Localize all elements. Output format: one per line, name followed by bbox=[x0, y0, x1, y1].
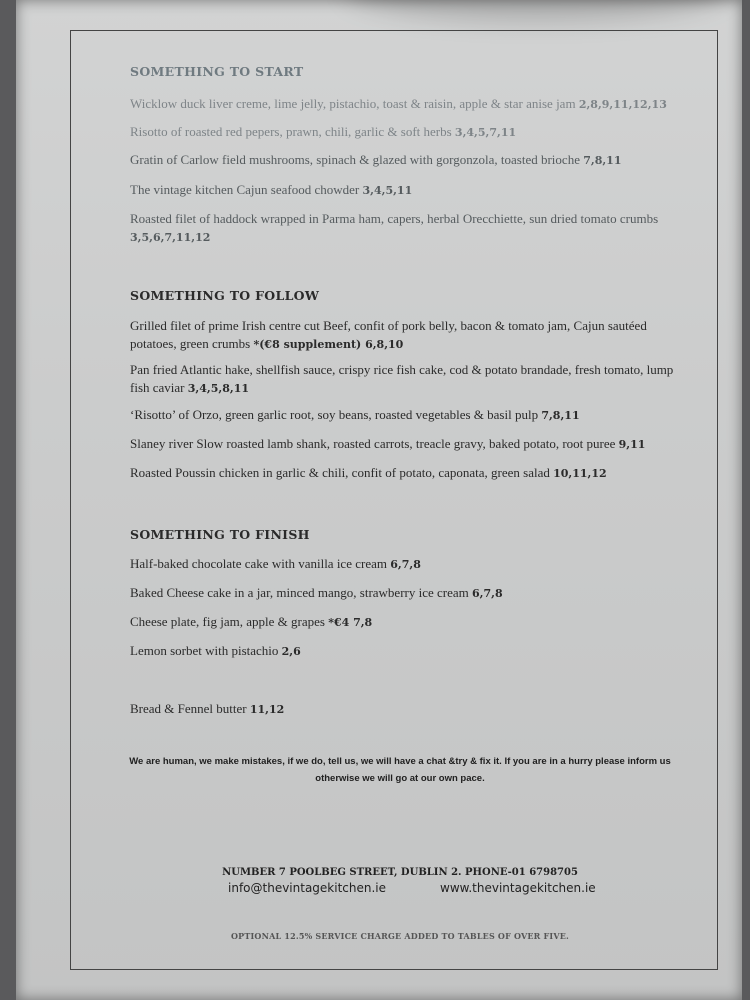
item-text: Pan fried Atlantic hake, shellfish sauce, crispy rice fish cake, cod & potato brandade, fresh tomato, lump fish caviar bbox=[130, 362, 674, 395]
allergen-codes: *€4 7,8 bbox=[328, 616, 373, 629]
menu-item bbox=[130, 151, 678, 170]
item-text: Wicklow duck liver creme, lime jelly, pistachio, toast & raisin, apple & star anise jam bbox=[130, 96, 576, 111]
item-text: Slaney river Slow roasted lamb shank, roasted carrots, treacle gravy, baked potato, root puree bbox=[130, 436, 616, 451]
item-text: ‘Risotto’ of Orzo, green garlic root, soy beans, roasted vegetables & basil pulp bbox=[130, 407, 539, 422]
allergen-codes: 6,7,8 bbox=[390, 558, 421, 571]
allergen-codes: 7,8,11 bbox=[541, 409, 580, 422]
menu-item bbox=[130, 613, 678, 632]
menu-item bbox=[130, 95, 678, 114]
menu-item bbox=[130, 361, 678, 398]
allergen-codes: 9,11 bbox=[618, 438, 646, 451]
menu-item bbox=[130, 210, 678, 247]
menu-item bbox=[130, 123, 678, 142]
allergen-codes: 2,8,9,11,12,13 bbox=[578, 98, 667, 111]
menu-item bbox=[130, 181, 678, 200]
allergen-codes: 3,4,5,7,11 bbox=[454, 126, 517, 139]
item-text: Baked Cheese cake in a jar, minced mango, strawberry ice cream bbox=[130, 585, 469, 600]
item-text: Lemon sorbet with pistachio bbox=[130, 643, 279, 658]
item-text: Cheese plate, fig jam, apple & grapes bbox=[130, 614, 325, 629]
item-text: Gratin of Carlow field mushrooms, spinach & glazed with gorgonzola, toasted brioche bbox=[130, 152, 580, 167]
section-heading-finish: SOMETHING TO FINISH bbox=[130, 527, 310, 542]
allergen-codes: 3,5,6,7,11,12 bbox=[130, 231, 211, 244]
menu-item bbox=[130, 642, 678, 661]
allergen-codes: 2,6 bbox=[281, 645, 301, 658]
allergen-codes: 7,8,11 bbox=[583, 154, 622, 167]
email: info@thevintagekitchen.ie bbox=[228, 881, 387, 895]
allergen-codes: 11,12 bbox=[249, 703, 285, 716]
item-text: Half-baked chocolate cake with vanilla ice cream bbox=[130, 556, 387, 571]
allergen-codes: *(€8 supplement) 6,8,10 bbox=[253, 338, 404, 351]
allergen-codes: 3,4,5,8,11 bbox=[187, 382, 250, 395]
item-text: Risotto of roasted red pepers, prawn, chili, garlic & soft herbs bbox=[130, 124, 452, 139]
section-heading-follow: SOMETHING TO FOLLOW bbox=[130, 288, 320, 303]
menu-item-bread bbox=[130, 700, 678, 719]
allergen-codes: 10,11,12 bbox=[553, 467, 607, 480]
service-charge-note: OPTIONAL 12.5% SERVICE CHARGE ADDED TO TABLES OF OVER FIVE. bbox=[230, 931, 570, 941]
item-text: Roasted filet of haddock wrapped in Parma ham, capers, herbal Orecchiette, sun dried tomato crumbs bbox=[130, 211, 659, 226]
item-text: The vintage kitchen Cajun seafood chowder bbox=[130, 182, 360, 197]
address: NUMBER 7 POOLBEG STREET, DUBLIN 2. PHONE-01 6798705 bbox=[222, 867, 578, 878]
item-text: Grilled filet of prime Irish centre cut Beef, confit of pork belly, bacon & tomato jam, Cajun sautéed potatoes, green crumbs bbox=[130, 318, 647, 351]
menu-item bbox=[130, 406, 678, 425]
item-text: Bread & Fennel butter bbox=[130, 701, 247, 716]
item-text: Roasted Poussin chicken in garlic & chili, confit of potato, caponata, green salad bbox=[130, 465, 550, 480]
allergen-codes: 6,7,8 bbox=[472, 587, 503, 600]
menu-item bbox=[130, 584, 678, 603]
menu-item bbox=[130, 464, 678, 483]
section-heading-start: SOMETHING TO START bbox=[130, 64, 304, 79]
website: www.thevintagekitchen.ie bbox=[440, 881, 596, 895]
customer-note: We are human, we make mistakes, if we do, tell us, we will have a chat &try & fix it. If you are in a hurry please inform us otherwise we will go at our own pace. bbox=[129, 756, 671, 784]
menu-item bbox=[130, 317, 678, 354]
menu-item bbox=[130, 435, 678, 454]
menu-item bbox=[130, 555, 678, 574]
allergen-codes: 3,4,5,11 bbox=[362, 184, 413, 197]
